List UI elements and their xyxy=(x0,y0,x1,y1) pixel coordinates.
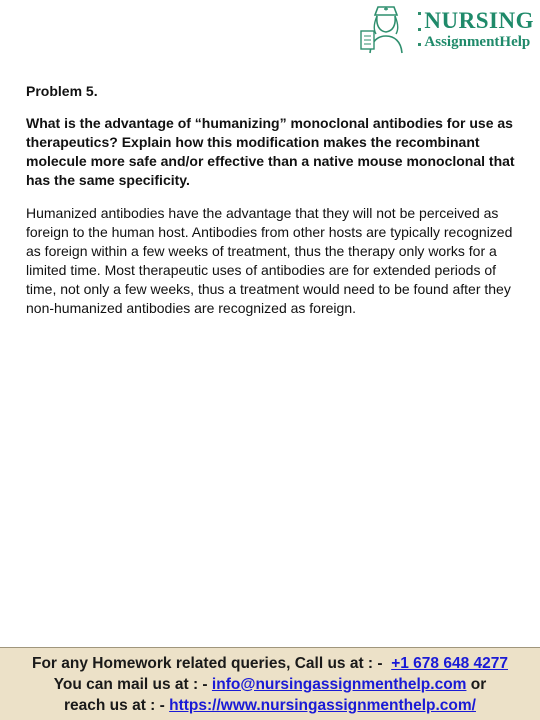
document-body xyxy=(26,82,516,318)
footer-line-web xyxy=(64,695,476,716)
phone-link[interactable]: +1 678 648 4277 xyxy=(391,654,508,672)
brand-text xyxy=(424,9,534,50)
nurse-icon xyxy=(358,3,416,55)
website-link[interactable]: https://www.nursingassignmenthelp.com/ xyxy=(169,696,476,714)
problem-title: Problem 5. xyxy=(26,83,98,99)
question-text: What is the advantage of “humanizing” monoclonal antibodies for use as therapeutics? Explain how this modification makes the recombinant molecule more safe and/or effective than a native mouse monoclonal that has the same specificity. xyxy=(26,115,515,188)
web-label: reach us at : - xyxy=(64,696,165,714)
logo-dots xyxy=(418,12,421,46)
call-label: For any Homework related queries, Call us at : - xyxy=(32,654,383,672)
contact-footer xyxy=(0,647,540,720)
brand-logo xyxy=(358,3,534,55)
mail-label: You can mail us at : - xyxy=(53,675,208,693)
brand-name: NURSING xyxy=(424,7,534,33)
brand-subtitle: AssignmentHelp xyxy=(424,33,531,50)
footer-line-call xyxy=(32,653,508,674)
mail-or: or xyxy=(470,675,487,693)
email-link[interactable]: info@nursingassignmenthelp.com xyxy=(211,675,467,693)
footer-line-mail xyxy=(54,674,487,695)
answer-text: Humanized antibodies have the advantage that they will not be perceived as foreign to the human host. Antibodies from other hosts are typically recognized as foreign within a few weeks of treatment, thus the therapy only works for a limited time. Most therapeutic uses of antibodies are for extended periods of time, not only a few weeks, thus a treatment would need to be found after they non-humanized antibodies are recognized as foreign. xyxy=(26,205,513,316)
